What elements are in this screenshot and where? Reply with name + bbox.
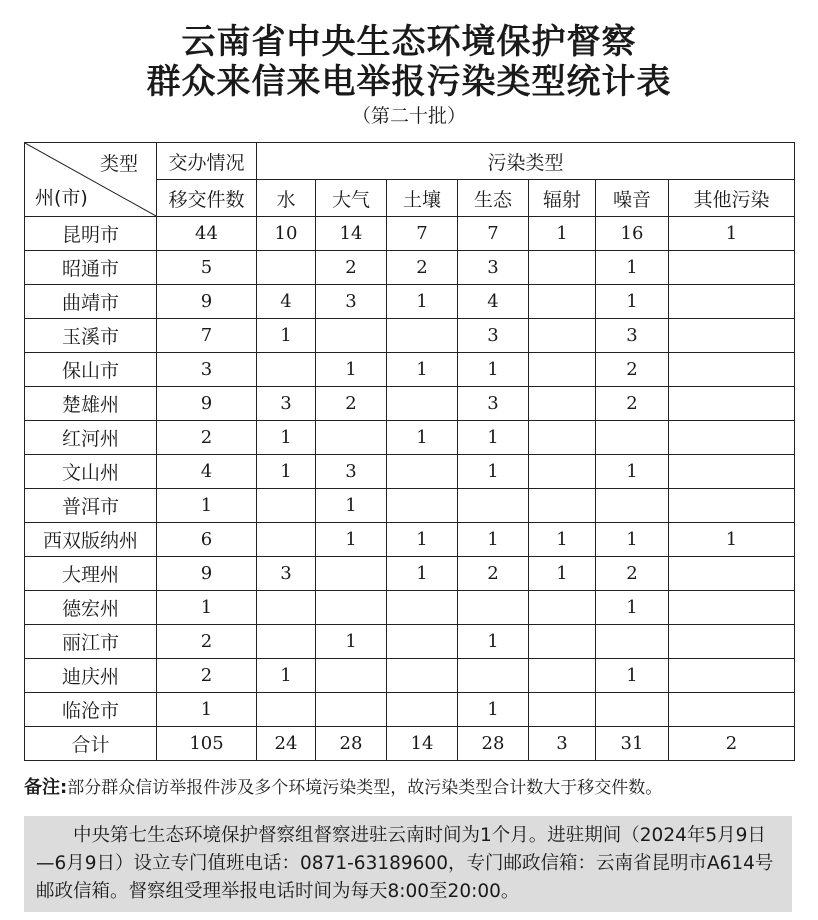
region-name-cell: 楚雄州 — [25, 387, 157, 421]
pollution-count-cell: 1 — [316, 523, 387, 557]
pollution-count-cell: 1 — [458, 455, 529, 489]
pollution-count-cell: 24 — [257, 727, 316, 761]
region-name-cell: 迪庆州 — [25, 659, 157, 693]
pollution-count-cell: 3 — [458, 319, 529, 353]
pollution-count-cell: 3 — [316, 285, 387, 319]
pollution-count-cell: 3 — [316, 455, 387, 489]
pollution-count-cell: 1 — [458, 625, 529, 659]
table-row — [25, 421, 795, 455]
total-row — [25, 727, 795, 761]
pollution-count-cell: 2 — [596, 353, 669, 387]
pollution-count-cell: 1 — [387, 523, 458, 557]
transfer-count-cell: 2 — [157, 625, 257, 659]
pollution-count-cell — [387, 319, 458, 353]
pollution-count-cell — [257, 489, 316, 523]
pollution-count-cell — [387, 455, 458, 489]
corner-header-cell — [25, 143, 157, 217]
pollution-count-cell — [596, 489, 669, 523]
region-name-cell: 西双版纳州 — [25, 523, 157, 557]
pollution-count-cell — [387, 659, 458, 693]
region-name-cell: 合计 — [25, 727, 157, 761]
pollution-count-cell: 1 — [387, 557, 458, 591]
pollution-count-cell: 3 — [529, 727, 596, 761]
table-row — [25, 523, 795, 557]
handling-header: 交办情况 — [157, 143, 257, 180]
region-name-cell: 曲靖市 — [25, 285, 157, 319]
pollution-count-cell — [529, 489, 596, 523]
pollution-count-cell — [458, 659, 529, 693]
title-line-2: 群众来信来电举报污染类型统计表 — [146, 62, 672, 102]
transfer-count-cell: 2 — [157, 421, 257, 455]
pollution-count-cell: 7 — [458, 217, 529, 251]
table-row — [25, 217, 795, 251]
table-row — [25, 353, 795, 387]
transfer-count-cell: 1 — [157, 591, 257, 625]
transfer-count-cell: 9 — [157, 557, 257, 591]
table-row — [25, 659, 795, 693]
pollution-count-cell — [529, 659, 596, 693]
pollution-count-cell: 1 — [316, 353, 387, 387]
pollution-count-cell — [387, 625, 458, 659]
table-row — [25, 591, 795, 625]
pollution-type-header: 污染类型 — [257, 143, 795, 180]
pollution-count-cell: 1 — [257, 319, 316, 353]
info-text: 中央第七生态环境保护督察组督察进驻云南时间为1个月。进驻期间（2024年5月9日—6月9日）设立专门值班电话：0871-63189600，专门邮政信箱：云南省昆明市A614号邮政信箱。督察组受理举报电话时间为每天8:00至20:00。 — [36, 825, 774, 902]
table-row — [25, 625, 795, 659]
pollution-count-cell — [529, 353, 596, 387]
pollution-count-cell — [529, 693, 596, 727]
pollution-count-cell — [669, 557, 795, 591]
pollution-count-cell: 31 — [596, 727, 669, 761]
pollution-count-cell: 3 — [257, 387, 316, 421]
pollution-count-cell — [458, 489, 529, 523]
table-row — [25, 387, 795, 421]
pollution-count-cell — [316, 693, 387, 727]
pollution-count-cell: 1 — [669, 217, 795, 251]
pollution-count-cell: 1 — [257, 659, 316, 693]
pollution-count-cell: 3 — [596, 319, 669, 353]
pollution-count-cell: 1 — [596, 659, 669, 693]
pollution-count-cell: 1 — [458, 523, 529, 557]
pollution-count-cell: 3 — [257, 557, 316, 591]
pollution-count-cell — [387, 693, 458, 727]
table-row — [25, 285, 795, 319]
column-header: 噪音 — [596, 180, 669, 217]
region-name-cell: 昆明市 — [25, 217, 157, 251]
pollution-count-cell — [669, 353, 795, 387]
transfer-count-cell: 105 — [157, 727, 257, 761]
pollution-count-cell: 7 — [387, 217, 458, 251]
pollution-count-cell: 1 — [387, 421, 458, 455]
pollution-count-cell — [257, 251, 316, 285]
pollution-count-cell — [257, 591, 316, 625]
transfer-count-header: 移交件数 — [157, 180, 257, 217]
pollution-count-cell — [669, 625, 795, 659]
pollution-count-cell: 1 — [387, 285, 458, 319]
transfer-count-cell: 1 — [157, 693, 257, 727]
transfer-count-cell: 3 — [157, 353, 257, 387]
region-name-cell: 玉溪市 — [25, 319, 157, 353]
pollution-count-cell — [669, 421, 795, 455]
table-row — [25, 251, 795, 285]
pollution-count-cell: 2 — [316, 387, 387, 421]
pollution-count-cell: 16 — [596, 217, 669, 251]
column-header: 水 — [257, 180, 316, 217]
pollution-count-cell — [669, 319, 795, 353]
pollution-count-cell — [529, 625, 596, 659]
pollution-count-cell — [387, 489, 458, 523]
pollution-count-cell — [387, 591, 458, 625]
pollution-count-cell — [257, 353, 316, 387]
pollution-count-cell — [669, 455, 795, 489]
pollution-count-cell — [387, 387, 458, 421]
region-name-cell: 大理州 — [25, 557, 157, 591]
column-header: 土壤 — [387, 180, 458, 217]
pollution-count-cell: 2 — [669, 727, 795, 761]
transfer-count-cell: 7 — [157, 319, 257, 353]
pollution-count-cell — [669, 489, 795, 523]
table-row — [25, 319, 795, 353]
transfer-count-cell: 5 — [157, 251, 257, 285]
pollution-count-cell: 1 — [458, 421, 529, 455]
pollution-count-cell: 2 — [458, 557, 529, 591]
pollution-count-cell — [669, 251, 795, 285]
transfer-count-cell: 1 — [157, 489, 257, 523]
pollution-count-cell — [316, 557, 387, 591]
pollution-count-cell: 1 — [257, 421, 316, 455]
pollution-count-cell: 1 — [387, 353, 458, 387]
column-header: 大气 — [316, 180, 387, 217]
info-box — [24, 816, 792, 912]
pollution-count-cell — [669, 591, 795, 625]
pollution-count-cell: 1 — [669, 523, 795, 557]
region-name-cell: 红河州 — [25, 421, 157, 455]
pollution-count-cell: 4 — [257, 285, 316, 319]
pollution-count-cell — [257, 523, 316, 557]
statistics-table — [24, 142, 795, 761]
corner-label-city: 州(市) — [35, 187, 88, 209]
pollution-count-cell: 2 — [387, 251, 458, 285]
pollution-count-cell: 3 — [458, 251, 529, 285]
pollution-count-cell: 1 — [596, 591, 669, 625]
corner-label-type: 类型 — [99, 153, 138, 175]
pollution-count-cell — [529, 455, 596, 489]
pollution-count-cell — [529, 387, 596, 421]
pollution-count-cell: 2 — [316, 251, 387, 285]
footnote-text: 部分群众信访举报件涉及多个环境污染类型，故污染类型合计数大于移交件数。 — [67, 778, 663, 798]
pollution-count-cell — [316, 591, 387, 625]
pollution-count-cell — [458, 591, 529, 625]
pollution-count-cell — [529, 251, 596, 285]
column-header: 辐射 — [529, 180, 596, 217]
pollution-count-cell — [316, 421, 387, 455]
title-line-1: 云南省中央生态环境保护督察 — [181, 22, 637, 62]
region-name-cell: 昭通市 — [25, 251, 157, 285]
table-row — [25, 455, 795, 489]
transfer-count-cell: 44 — [157, 217, 257, 251]
pollution-count-cell: 14 — [316, 217, 387, 251]
pollution-count-cell — [257, 693, 316, 727]
pollution-count-cell: 1 — [529, 523, 596, 557]
region-name-cell: 丽江市 — [25, 625, 157, 659]
region-name-cell: 德宏州 — [25, 591, 157, 625]
pollution-count-cell — [596, 693, 669, 727]
pollution-count-cell — [529, 285, 596, 319]
pollution-count-cell — [596, 625, 669, 659]
transfer-count-cell: 9 — [157, 285, 257, 319]
pollution-count-cell: 4 — [458, 285, 529, 319]
region-name-cell: 临沧市 — [25, 693, 157, 727]
pollution-count-cell: 28 — [458, 727, 529, 761]
pollution-count-cell — [529, 591, 596, 625]
transfer-count-cell: 2 — [157, 659, 257, 693]
pollution-count-cell: 10 — [257, 217, 316, 251]
pollution-count-cell: 1 — [529, 217, 596, 251]
pollution-count-cell: 1 — [596, 523, 669, 557]
pollution-count-cell: 1 — [596, 285, 669, 319]
pollution-count-cell: 1 — [257, 455, 316, 489]
footnote — [24, 776, 804, 800]
pollution-count-cell — [669, 693, 795, 727]
pollution-count-cell: 3 — [458, 387, 529, 421]
pollution-count-cell: 1 — [596, 455, 669, 489]
pollution-count-cell — [596, 421, 669, 455]
table-row — [25, 489, 795, 523]
region-name-cell: 文山州 — [25, 455, 157, 489]
pollution-count-cell: 1 — [529, 557, 596, 591]
table-body — [25, 217, 795, 761]
pollution-count-cell: 1 — [458, 353, 529, 387]
region-name-cell: 保山市 — [25, 353, 157, 387]
column-header: 生态 — [458, 180, 529, 217]
pollution-count-cell — [529, 421, 596, 455]
pollution-count-cell: 28 — [316, 727, 387, 761]
pollution-count-cell — [669, 387, 795, 421]
column-header: 其他污染 — [669, 180, 795, 217]
pollution-count-cell: 14 — [387, 727, 458, 761]
region-name-cell: 普洱市 — [25, 489, 157, 523]
table-row — [25, 693, 795, 727]
pollution-count-cell: 1 — [316, 625, 387, 659]
transfer-count-cell: 9 — [157, 387, 257, 421]
pollution-count-cell: 1 — [316, 489, 387, 523]
pollution-count-cell — [529, 319, 596, 353]
pollution-count-cell: 2 — [596, 557, 669, 591]
transfer-count-cell: 6 — [157, 523, 257, 557]
footnote-label: 备注: — [24, 777, 68, 798]
pollution-count-cell — [669, 285, 795, 319]
pollution-count-cell — [257, 625, 316, 659]
pollution-count-cell — [316, 659, 387, 693]
transfer-count-cell: 4 — [157, 455, 257, 489]
pollution-count-cell: 1 — [458, 693, 529, 727]
pollution-count-cell: 2 — [596, 387, 669, 421]
pollution-count-cell: 1 — [596, 251, 669, 285]
subtitle: （第二十批） — [351, 105, 466, 127]
pollution-count-cell — [316, 319, 387, 353]
table-row — [25, 557, 795, 591]
pollution-count-cell — [669, 659, 795, 693]
